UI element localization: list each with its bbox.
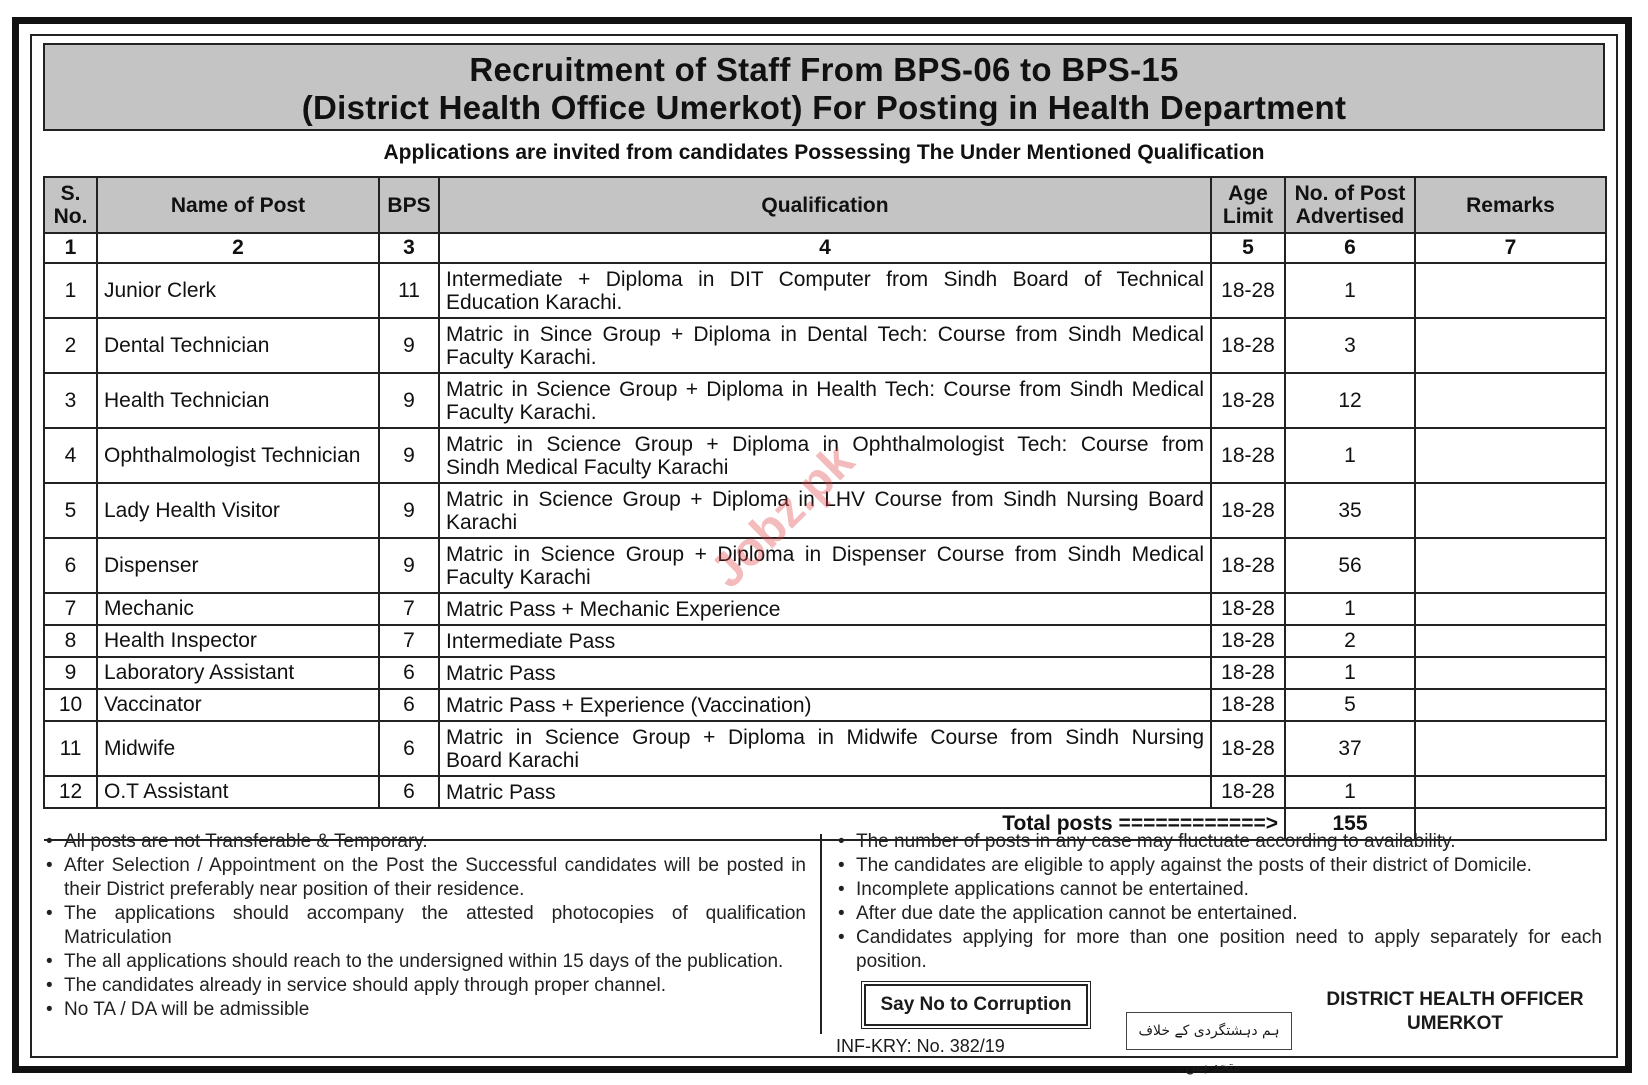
cell-bps: 9 [379,373,439,428]
table-row [44,373,1606,428]
note-item: • The number of posts in any case may fluctuate according to availability. [836,830,1602,854]
column-number-row [44,233,1606,263]
qualification-line-1: Matric in Science Group + Diploma in Midwife Course from Sindh Nursing [446,725,1204,749]
table-row [44,263,1606,318]
table-row [44,625,1606,657]
cell-bps: 9 [379,483,439,538]
watermark: Jobz.pk [700,434,865,599]
cell-remarks [1415,318,1606,373]
cell-count: 56 [1285,538,1415,593]
cell-post: Health Technician [97,373,379,428]
cell-count: 1 [1285,776,1415,808]
header-remarks: Remarks [1415,177,1606,233]
cell-bps: 9 [379,538,439,593]
header-bps: BPS [379,177,439,233]
cell-count: 1 [1285,428,1415,483]
cell-remarks [1415,373,1606,428]
cell-sno: 7 [44,593,97,625]
total-value: 155 [1285,808,1415,840]
cell-count: 1 [1285,263,1415,318]
cell-post: Vaccinator [97,689,379,721]
notes-divider [820,834,822,1034]
cell-post: Ophthalmologist Technician [97,428,379,483]
cell-qualification [439,318,1211,373]
cell-bps: 6 [379,657,439,689]
cell-post: Junior Clerk [97,263,379,318]
cell-remarks [1415,263,1606,318]
table-row [44,721,1606,776]
cell-age: 18-28 [1211,318,1285,373]
cell-sno: 2 [44,318,97,373]
table-row [44,593,1606,625]
header-age: Age Limit [1211,177,1285,233]
table-header-row [44,177,1606,233]
col-number: 7 [1415,233,1606,263]
issuing-officer [1300,988,1610,1036]
qualification-line-2: Faculty Karachi. [446,400,597,424]
note-item: • The all applications should reach to the undersigned within 15 days of the publication. [44,950,806,974]
col-number: 6 [1285,233,1415,263]
cell-age: 18-28 [1211,657,1285,689]
cell-post: Dental Technician [97,318,379,373]
qualification-line-1: Matric in Science Group + Diploma in Dispenser Course from Sindh Medical [446,542,1204,566]
cell-qualification [439,689,1211,721]
qualification-line-2: Karachi [446,510,518,534]
cell-bps: 9 [379,318,439,373]
cell-sno: 8 [44,625,97,657]
say-no-to-corruption-stamp: Say No to Corruption [864,984,1088,1026]
qualification-line-1: Matric in Since Group + Diploma in Dental Tech: Course from Sindh Medical [446,322,1204,346]
urdu-slogan-box: ہم دہشتگردی کے خلاف متحد ہیں۔ [1126,1012,1292,1050]
cell-bps: 7 [379,593,439,625]
note-item: • All posts are not Transferable & Temporary. [44,830,806,854]
qualification-line-2: Faculty Karachi. [446,345,597,369]
cell-bps: 6 [379,776,439,808]
header-post: Name of Post [97,177,379,233]
note-item: • After due date the application cannot be entertained. [836,902,1602,926]
cell-age: 18-28 [1211,625,1285,657]
title-line-2: (District Health Office Umerkot) For Posting in Health Department [301,89,1347,126]
cell-post: Midwife [97,721,379,776]
cell-post: O.T Assistant [97,776,379,808]
qualification-line-1: Intermediate Pass [446,629,616,653]
notes-right [836,830,1602,974]
cell-post: Mechanic [97,593,379,625]
cell-remarks [1415,657,1606,689]
cell-count: 12 [1285,373,1415,428]
qualification-line-2: Sindh Medical Faculty Karachi [446,455,729,479]
cell-count: 35 [1285,483,1415,538]
col-number: 3 [379,233,439,263]
header-sno: S. No. [44,177,97,233]
qualification-line-2: Faculty Karachi [446,565,591,589]
ad-title [43,43,1605,131]
cell-count: 3 [1285,318,1415,373]
officer-district: UMERKOT [1406,1013,1504,1034]
total-label: Total posts ============> [44,808,1285,840]
cell-bps: 9 [379,428,439,483]
cell-remarks [1415,776,1606,808]
cell-remarks [1415,625,1606,657]
cell-remarks [1415,483,1606,538]
cell-sno: 11 [44,721,97,776]
table-row [44,657,1606,689]
notes-left [44,830,806,1022]
cell-qualification [439,538,1211,593]
note-item: • The candidates are eligible to apply against the posts of their district of Domicile. [836,854,1602,878]
cell-qualification [439,776,1211,808]
qualification-line-1: Matric Pass [446,780,556,804]
cell-age: 18-28 [1211,373,1285,428]
qualification-line-2: Board Karachi [446,748,580,772]
table-row [44,776,1606,808]
title-line-1: Recruitment of Staff From BPS-06 to BPS-15 [469,51,1179,88]
col-number: 2 [97,233,379,263]
table-row [44,689,1606,721]
cell-qualification [439,721,1211,776]
cell-qualification [439,263,1211,318]
officer-title: DISTRICT HEALTH OFFICER [1326,989,1584,1010]
header-posts: No. of Post Advertised [1285,177,1415,233]
cell-age: 18-28 [1211,689,1285,721]
cell-sno: 9 [44,657,97,689]
header-qualification: Qualification [439,177,1211,233]
note-item: • Candidates applying for more than one position need to apply separately for each position. [836,926,1602,974]
cell-count: 1 [1285,657,1415,689]
cell-sno: 12 [44,776,97,808]
cell-post: Health Inspector [97,625,379,657]
cell-age: 18-28 [1211,263,1285,318]
qualification-line-2: Education Karachi. [446,290,623,314]
note-item: • The candidates already in service should apply through proper channel. [44,974,806,998]
note-item: • No TA / DA will be admissible [44,998,806,1022]
cell-remarks [1415,689,1606,721]
cell-age: 18-28 [1211,538,1285,593]
cell-age: 18-28 [1211,721,1285,776]
cell-qualification [439,593,1211,625]
cell-age: 18-28 [1211,593,1285,625]
cell-age: 18-28 [1211,776,1285,808]
cell-age: 18-28 [1211,483,1285,538]
table-row [44,318,1606,373]
cell-bps: 6 [379,689,439,721]
cell-post: Dispenser [97,538,379,593]
cell-bps: 11 [379,263,439,318]
note-item: • The applications should accompany the attested photocopies of qualification Matriculation [44,902,806,950]
cell-count: 2 [1285,625,1415,657]
qualification-line-1: Matric Pass [446,661,556,685]
inf-number: INF-KRY: No. 382/19 [836,1036,1005,1056]
cell-remarks [1415,428,1606,483]
cell-remarks [1415,538,1606,593]
note-item: • After Selection / Appointment on the Post the Successful candidates will be posted in their District preferably near position of their residence. [44,854,806,902]
qualification-line-1: Matric in Science Group + Diploma in Health Tech: Course from Sindh Medical [446,377,1204,401]
qualification-line-1: Intermediate + Diploma in DIT Computer from Sindh Board of Technical [446,267,1204,291]
cell-sno: 1 [44,263,97,318]
qualification-line-1: Matric in Science Group + Diploma in Ophthalmologist Tech: Course from [446,432,1204,456]
cell-count: 1 [1285,593,1415,625]
subtitle: Applications are invited from candidates Possessing The Under Mentioned Qualification [383,141,1265,164]
cell-qualification [439,657,1211,689]
cell-count: 37 [1285,721,1415,776]
cell-sno: 6 [44,538,97,593]
cell-post: Lady Health Visitor [97,483,379,538]
qualification-line-1: Matric Pass + Mechanic Experience [446,597,781,621]
cell-age: 18-28 [1211,428,1285,483]
cell-sno: 5 [44,483,97,538]
cell-bps: 6 [379,721,439,776]
cell-sno: 3 [44,373,97,428]
cell-qualification [439,373,1211,428]
cell-qualification [439,625,1211,657]
cell-count: 5 [1285,689,1415,721]
col-number: 5 [1211,233,1285,263]
cell-sno: 4 [44,428,97,483]
table-row [44,538,1606,593]
col-number: 1 [44,233,97,263]
cell-sno: 10 [44,689,97,721]
cell-remarks [1415,593,1606,625]
col-number: 4 [439,233,1211,263]
cell-remarks [1415,721,1606,776]
qualification-line-1: Matric Pass + Experience (Vaccination) [446,693,812,717]
qualification-line-1: Matric in Science Group + Diploma in LHV Course from Sindh Nursing Board [446,487,1204,511]
note-item: • Incomplete applications cannot be entertained. [836,878,1602,902]
cell-bps: 7 [379,625,439,657]
cell-post: Laboratory Assistant [97,657,379,689]
